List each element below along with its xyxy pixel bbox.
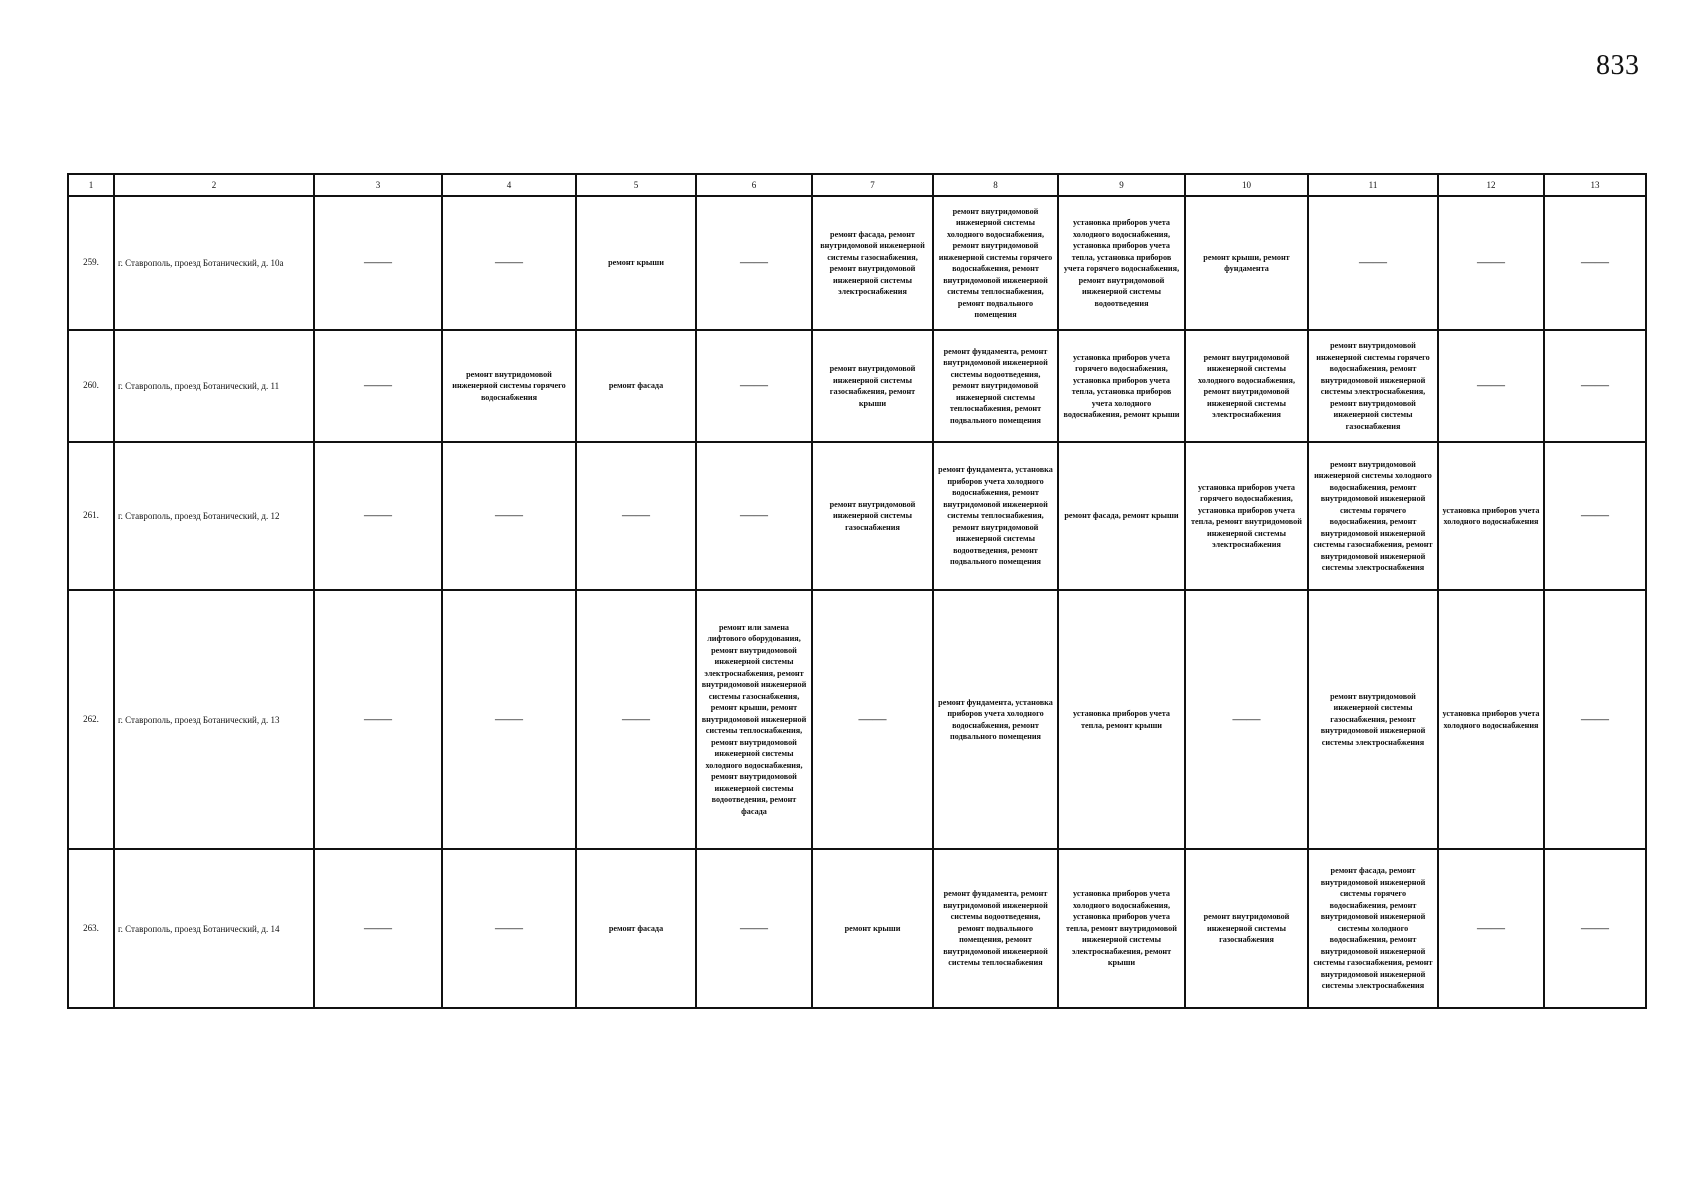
table-cell: ——: [442, 196, 576, 330]
table-row: [68, 442, 1646, 590]
column-header: 6: [696, 174, 812, 196]
table-cell: установка приборов учета холодного водоснабжения, установка приборов учета тепла, установка приборов учета горячего водоснабжения, ремонт внутридомовой инженерной системы водоотведения: [1058, 196, 1185, 330]
table-cell: ——: [696, 196, 812, 330]
table-cell: ремонт или замена лифтового оборудования, ремонт внутридомовой инженерной системы электроснабжения, ремонт внутридомовой инженерной системы газоснабжения, ремонт крыши, ремонт внутридомовой инженерной системы теплоснабжения, ремонт внутридомовой инженерной системы холодного водоснабжения, ремонт внутридомовой инженерной системы водоотведения, ремонт фасада: [696, 590, 812, 849]
table-row: [68, 196, 1646, 330]
column-header: 12: [1438, 174, 1544, 196]
table-cell: ——: [812, 590, 933, 849]
table-cell: ——: [442, 442, 576, 590]
table-cell: ——: [1544, 590, 1646, 849]
column-header: 9: [1058, 174, 1185, 196]
table-cell: ——: [1438, 196, 1544, 330]
table-cell: ——: [1438, 330, 1544, 442]
table-cell: ——: [314, 849, 442, 1008]
table-cell: ремонт крыши: [812, 849, 933, 1008]
table-cell: ——: [1544, 849, 1646, 1008]
column-header: 4: [442, 174, 576, 196]
table-cell: ремонт внутридомовой инженерной системы газоснабжения, ремонт внутридомовой инженерной системы электроснабжения: [1308, 590, 1438, 849]
table-cell: ремонт внутридомовой инженерной системы холодного водоснабжения, ремонт внутридомовой инженерной системы горячего водоснабжения, ремонт внутридомовой инженерной системы теплоснабжения, ремонт подвального помещения: [933, 196, 1058, 330]
table-cell: ремонт внутридомовой инженерной системы холодного водоснабжения, ремонт внутридомовой инженерной системы горячего водоснабжения, ремонт внутридомовой инженерной системы газоснабжения, ремонт внутридомовой инженерной системы электроснабжения: [1308, 442, 1438, 590]
table-cell: ремонт крыши: [576, 196, 696, 330]
column-header: 1: [68, 174, 114, 196]
table-cell: установка приборов учета холодного водоснабжения: [1438, 442, 1544, 590]
column-header: 11: [1308, 174, 1438, 196]
repair-schedule-table: [67, 173, 1647, 1009]
table-cell: установка приборов учета холодного водоснабжения, установка приборов учета тепла, ремонт внутридомовой инженерной системы электроснабжения, ремонт крыши: [1058, 849, 1185, 1008]
table-cell: ремонт фасада, ремонт внутридомовой инженерной системы горячего водоснабжения, ремонт внутридомовой инженерной системы холодного водоснабжения, ремонт внутридомовой инженерной системы газоснабжения, ремонт внутридомовой инженерной системы электроснабжения: [1308, 849, 1438, 1008]
table-row: [68, 330, 1646, 442]
table-cell: ——: [1544, 442, 1646, 590]
table-cell: ——: [1185, 590, 1308, 849]
table-cell: ——: [576, 590, 696, 849]
table-cell: ——: [1308, 196, 1438, 330]
table-cell: ремонт фасада, ремонт крыши: [1058, 442, 1185, 590]
table-cell: установка приборов учета горячего водоснабжения, установка приборов учета тепла, ремонт внутридомовой инженерной системы электроснабжения: [1185, 442, 1308, 590]
table-cell: ——: [1438, 849, 1544, 1008]
column-header: 8: [933, 174, 1058, 196]
table-cell: ремонт внутридомовой инженерной системы газоснабжения: [812, 442, 933, 590]
column-header: 13: [1544, 174, 1646, 196]
table-cell: ——: [576, 442, 696, 590]
table-cell: ремонт крыши, ремонт фундамента: [1185, 196, 1308, 330]
table-cell: ремонт внутридомовой инженерной системы газоснабжения, ремонт крыши: [812, 330, 933, 442]
table-cell: ——: [442, 590, 576, 849]
column-header: 3: [314, 174, 442, 196]
address-cell: г. Ставрополь, проезд Ботанический, д. 11: [114, 330, 314, 442]
row-number: 263.: [68, 849, 114, 1008]
row-number: 262.: [68, 590, 114, 849]
table-cell: установка приборов учета тепла, ремонт крыши: [1058, 590, 1185, 849]
table-row: [68, 849, 1646, 1008]
table-cell: ремонт фундамента, установка приборов учета холодного водоснабжения, ремонт внутридомовой инженерной системы теплоснабжения, ремонт внутридомовой инженерной системы водоотведения, ремонт подвального помещения: [933, 442, 1058, 590]
address-cell: г. Ставрополь, проезд Ботанический, д. 12: [114, 442, 314, 590]
address-cell: г. Ставрополь, проезд Ботанический, д. 14: [114, 849, 314, 1008]
table-cell: ремонт фундамента, ремонт внутридомовой инженерной системы водоотведения, ремонт подвального помещения, ремонт внутридомовой инженерной системы теплоснабжения: [933, 849, 1058, 1008]
table-row: [68, 590, 1646, 849]
column-header: 2: [114, 174, 314, 196]
table-cell: ——: [314, 590, 442, 849]
table-cell: установка приборов учета горячего водоснабжения, установка приборов учета тепла, установка приборов учета холодного водоснабжения, ремонт крыши: [1058, 330, 1185, 442]
table-cell: ——: [314, 330, 442, 442]
column-header: 5: [576, 174, 696, 196]
table-cell: ——: [442, 849, 576, 1008]
table-cell: ремонт фасада, ремонт внутридомовой инженерной системы газоснабжения, ремонт внутридомовой инженерной системы электроснабжения: [812, 196, 933, 330]
table-cell: ремонт фасада: [576, 849, 696, 1008]
row-number: 261.: [68, 442, 114, 590]
table-cell: ——: [314, 196, 442, 330]
table-cell: ——: [696, 849, 812, 1008]
column-header: 10: [1185, 174, 1308, 196]
page-number: 833: [1596, 50, 1640, 81]
row-number: 260.: [68, 330, 114, 442]
table-cell: ——: [696, 330, 812, 442]
table-cell: ремонт внутридомовой инженерной системы газоснабжения: [1185, 849, 1308, 1008]
table-cell: ремонт фасада: [576, 330, 696, 442]
column-number-row: [68, 174, 1646, 196]
table-cell: ремонт внутридомовой инженерной системы горячего водоснабжения, ремонт внутридомовой инженерной системы электроснабжения, ремонт внутридомовой инженерной системы газоснабжения: [1308, 330, 1438, 442]
table-cell: ——: [696, 442, 812, 590]
table-cell: установка приборов учета холодного водоснабжения: [1438, 590, 1544, 849]
address-cell: г. Ставрополь, проезд Ботанический, д. 10а: [114, 196, 314, 330]
table-cell: ——: [1544, 330, 1646, 442]
column-header: 7: [812, 174, 933, 196]
table-cell: ремонт фундамента, ремонт внутридомовой инженерной системы водоотведения, ремонт внутридомовой инженерной системы теплоснабжения, ремонт подвального помещения: [933, 330, 1058, 442]
address-cell: г. Ставрополь, проезд Ботанический, д. 13: [114, 590, 314, 849]
row-number: 259.: [68, 196, 114, 330]
table-cell: ремонт внутридомовой инженерной системы холодного водоснабжения, ремонт внутридомовой инженерной системы электроснабжения: [1185, 330, 1308, 442]
table-cell: ремонт внутридомовой инженерной системы горячего водоснабжения: [442, 330, 576, 442]
table-cell: ——: [1544, 196, 1646, 330]
table-cell: ремонт фундамента, установка приборов учета холодного водоснабжения, ремонт подвального помещения: [933, 590, 1058, 849]
table-cell: ——: [314, 442, 442, 590]
